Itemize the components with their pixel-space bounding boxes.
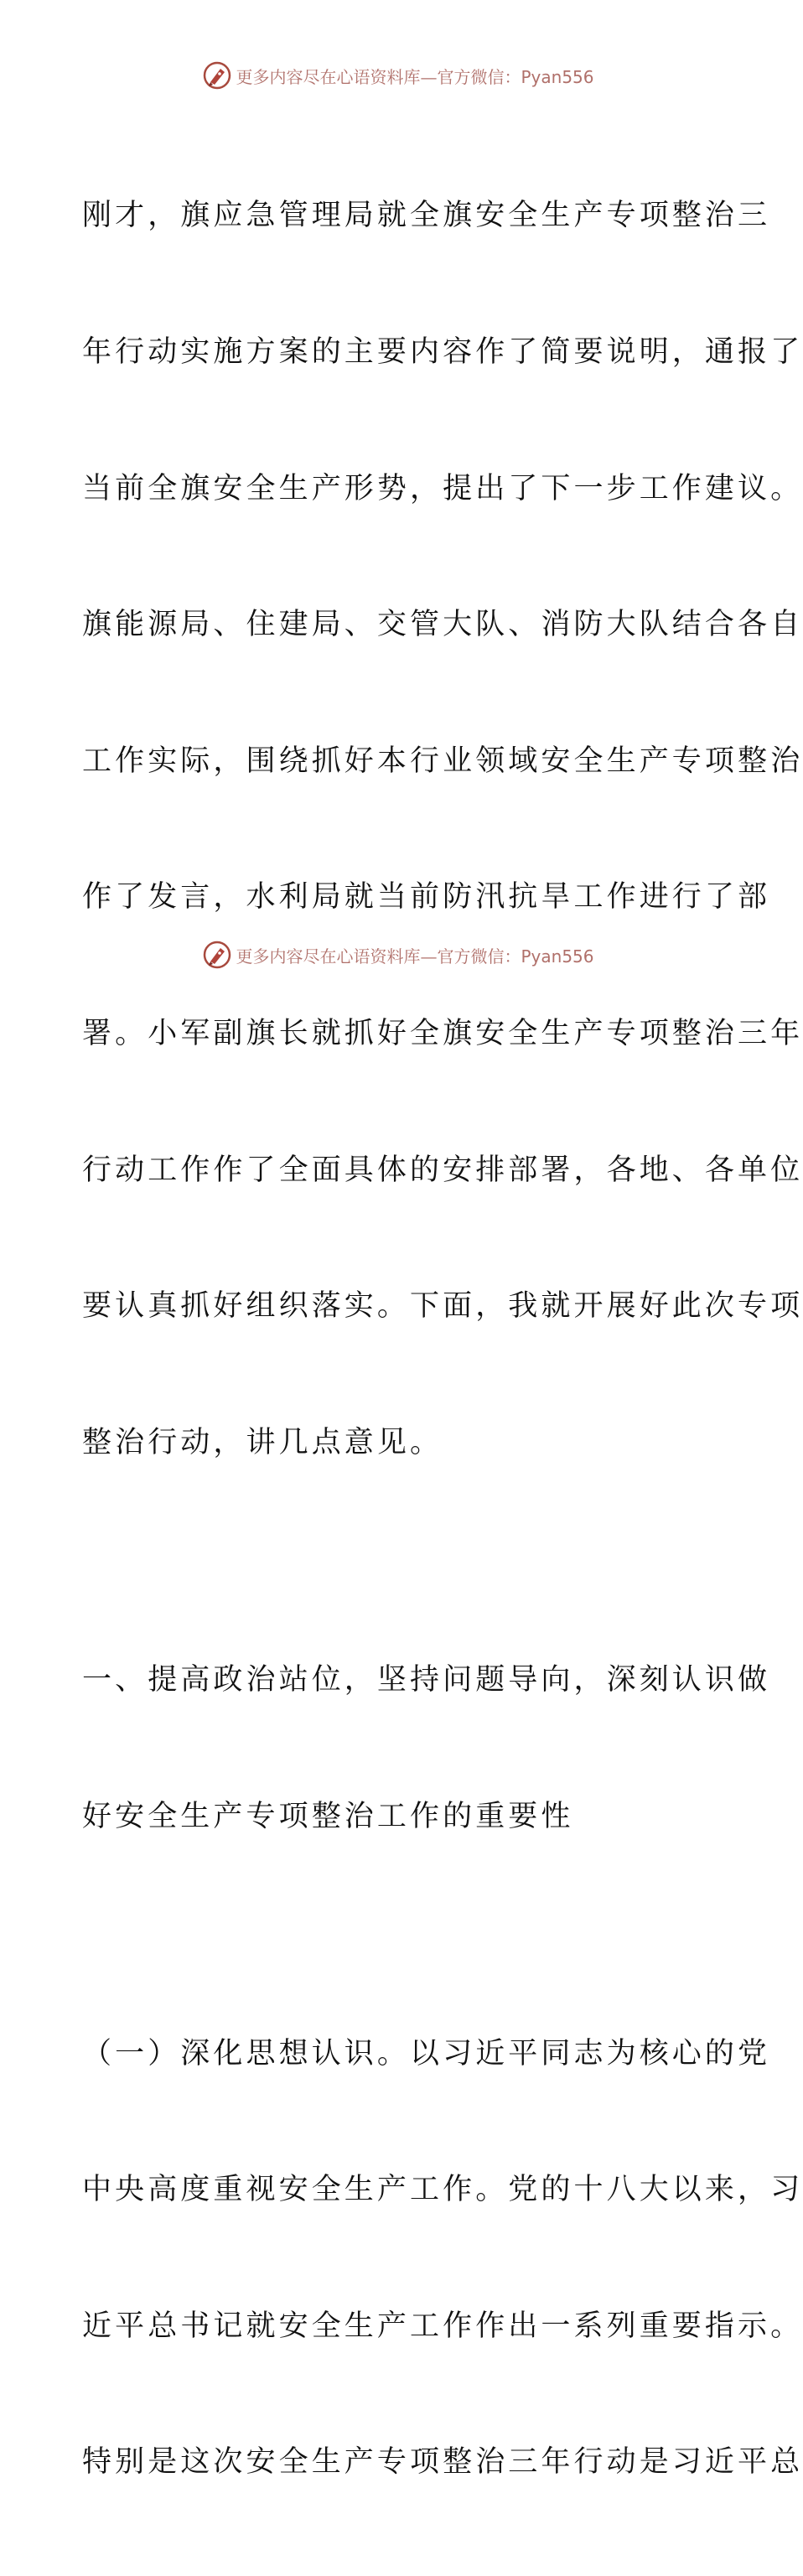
text-line: 行动工作作了全面具体的安排部署，各地、各单位 xyxy=(82,1153,803,1187)
paragraph-intro xyxy=(82,102,803,1557)
text-line: 特别是这次安全生产专项整治三年行动是习近平总 xyxy=(82,2445,803,2480)
banner-text xyxy=(236,64,593,88)
section-heading xyxy=(82,1567,771,1931)
banner-wechat-id: Pyan556 xyxy=(521,66,594,87)
banner-dash: — xyxy=(420,946,438,967)
banner-site-text: 更多内容尽在心语资料库 xyxy=(236,66,421,87)
text-line: 年行动实施方案的主要内容作了简要说明，通报了 xyxy=(82,335,803,370)
header-banner xyxy=(0,59,796,92)
text-line: 刚才，旗应急管理局就全旗安全生产专项整治三 xyxy=(82,199,771,233)
banner-site-text: 更多内容尽在心语资料库 xyxy=(236,946,421,967)
text-line: 好安全生产专项整治工作的重要性 xyxy=(82,1799,574,1833)
text-line: 作了发言，水利局就当前防汛抗旱工作进行了部 xyxy=(82,880,771,915)
banner-wechat-label: 官方微信： xyxy=(437,946,521,967)
banner-text xyxy=(236,943,593,967)
banner-dash: — xyxy=(420,66,438,87)
text-line: 要认真抓好组织落实。下面，我就开展好此次专项 xyxy=(82,1289,803,1324)
pen-tip-logo-icon xyxy=(202,60,232,91)
text-line: 工作实际，围绕抓好本行业领域安全生产专项整治 xyxy=(82,744,803,778)
text-line: 一、提高政治站位，坚持问题导向，深刻认识做 xyxy=(82,1662,771,1697)
pen-tip-logo-icon xyxy=(202,940,232,970)
footer-banner xyxy=(0,938,796,972)
paragraph-section-1 xyxy=(82,1940,803,2576)
banner-wechat-label: 官方微信： xyxy=(437,66,521,87)
text-line: 近平总书记就安全生产工作作出一系列重要指示。 xyxy=(82,2309,803,2343)
document-body xyxy=(82,102,803,2576)
text-line: 整治行动，讲几点意见。 xyxy=(82,1425,443,1459)
text-line: 当前全旗安全生产形势，提出了下一步工作建议。 xyxy=(82,471,803,505)
text-line: 旗能源局、住建局、交管大队、消防大队结合各自 xyxy=(82,608,803,642)
banner-wechat-id: Pyan556 xyxy=(521,946,594,967)
text-line: （一）深化思想认识。以习近平同志为核心的党 xyxy=(82,2036,771,2071)
text-line: 署。小军副旗长就抓好全旗安全生产专项整治三年 xyxy=(82,1017,803,1051)
text-line: 中央高度重视安全生产工作。党的十八大以来，习 xyxy=(82,2173,803,2207)
